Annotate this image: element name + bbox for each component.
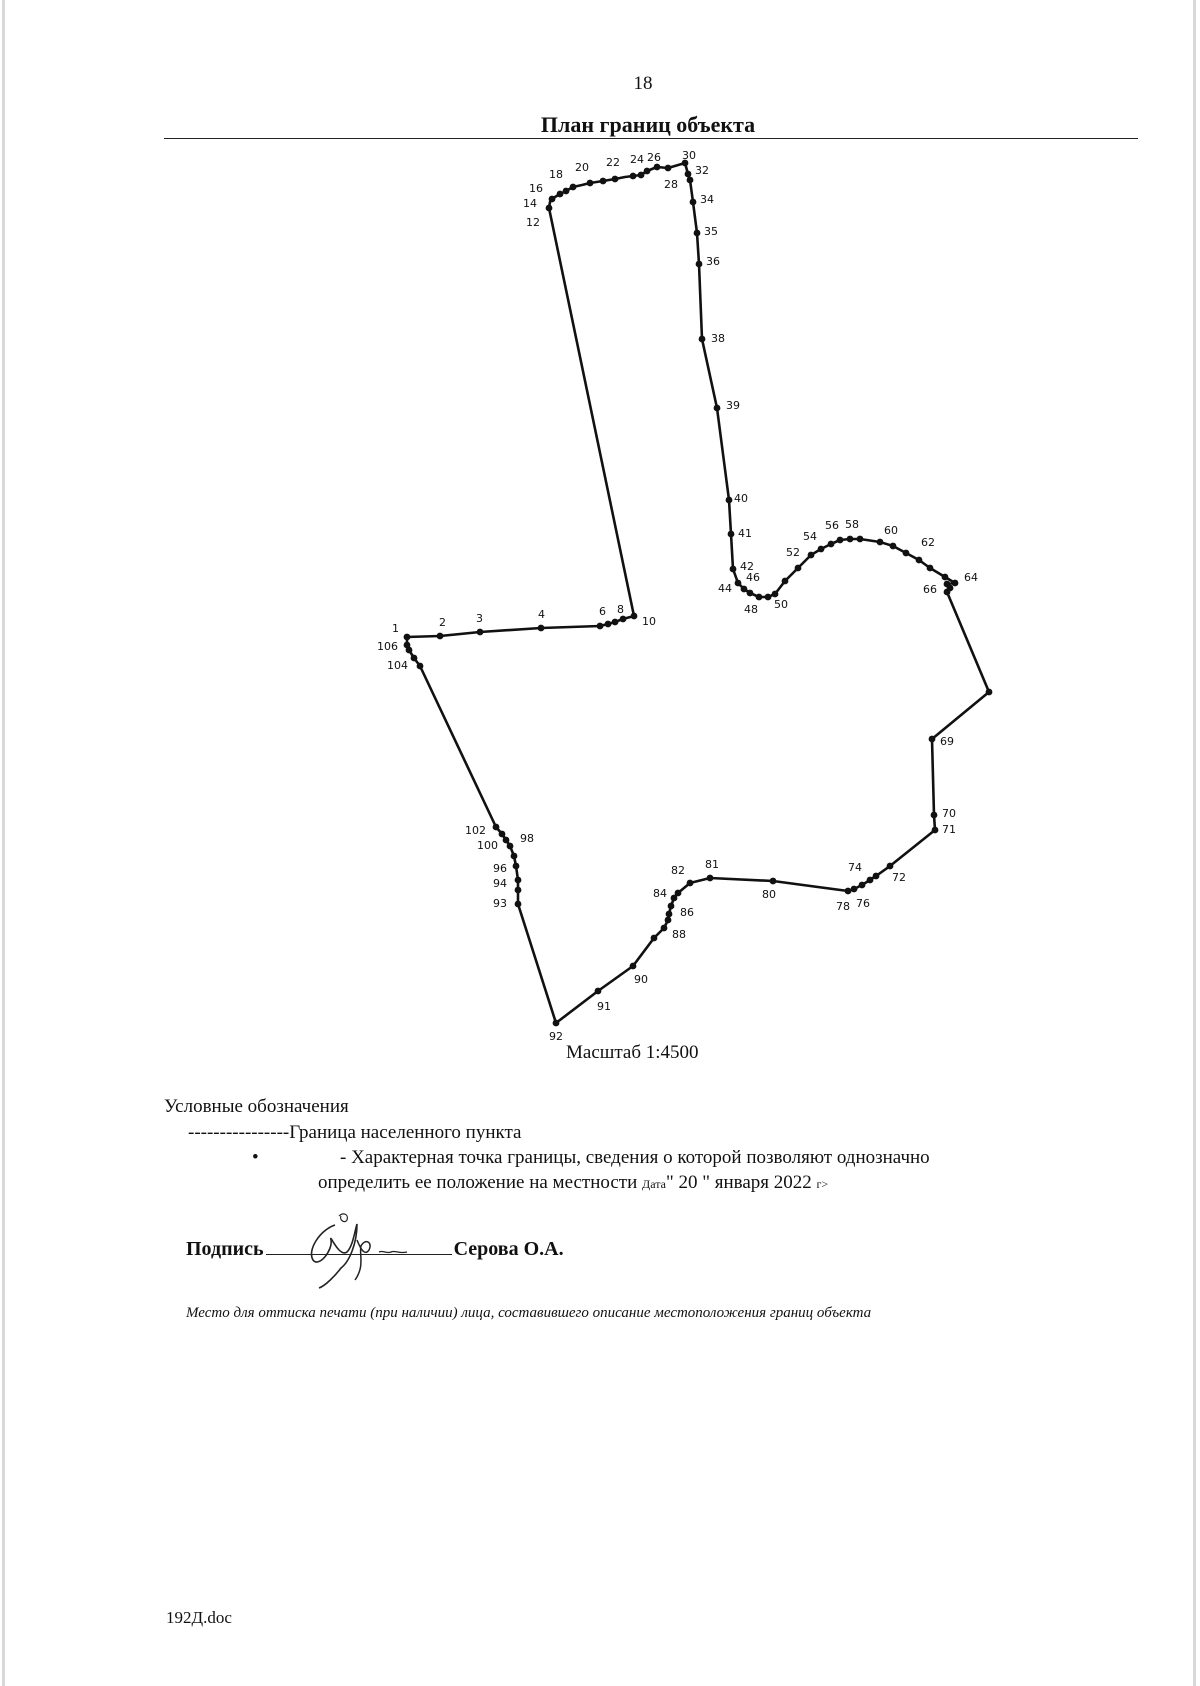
vertex-label: 30: [682, 149, 696, 162]
vertex-label: 46: [746, 571, 760, 584]
boundary-point: [644, 168, 651, 175]
boundary-point: [570, 184, 577, 191]
vertex-label: 28: [664, 178, 678, 191]
boundary-point: [685, 171, 692, 178]
boundary-point: [694, 230, 701, 237]
vertex-label: 100: [477, 839, 498, 852]
date-value: " 20 " января 2022: [665, 1172, 817, 1193]
boundary-point: [437, 633, 444, 640]
boundary-point: [417, 663, 424, 670]
vertex-label: 36: [706, 255, 720, 268]
vertex-label: 106: [377, 640, 398, 653]
vertex-label: 8: [617, 603, 624, 616]
boundary-point: [687, 177, 694, 184]
vertex-label: 74: [848, 861, 862, 874]
vertex-label: 90: [634, 973, 648, 986]
vertex-label: 82: [671, 864, 685, 877]
boundary-point: [696, 261, 703, 268]
boundary-point: [770, 878, 777, 885]
footer-filename: 192Д.doc: [166, 1608, 232, 1627]
boundary-point: [859, 882, 866, 889]
boundary-point: [538, 625, 545, 632]
page-number: 18: [633, 73, 653, 94]
legend-text-part: определить ее положение на местности: [318, 1172, 643, 1193]
boundary-point: [563, 188, 570, 195]
boundary-point: [597, 623, 604, 630]
vertex-label: 6: [599, 605, 606, 618]
boundary-point: [513, 863, 520, 870]
vertex-label: 2: [439, 616, 446, 629]
boundary-point: [735, 580, 742, 587]
vertex-label: 93: [493, 897, 507, 910]
signer-name: Серова О.А.: [453, 1238, 564, 1260]
vertex-label: 64: [964, 571, 978, 584]
boundary-point: [515, 877, 522, 884]
boundary-point: [808, 552, 815, 559]
boundary-point: [631, 613, 638, 620]
vertex-label: 34: [700, 193, 714, 206]
vertex-label: 66: [923, 583, 937, 596]
boundary-point: [714, 405, 721, 412]
boundary-point: [877, 539, 884, 546]
boundary-point: [932, 827, 939, 834]
vertex-label: 14: [523, 197, 537, 210]
boundary-point: [873, 873, 880, 880]
vertex-label: 18: [549, 168, 563, 181]
legend-point-text-continued: [318, 1172, 828, 1194]
vertex-label: 81: [705, 858, 719, 871]
boundary-point: [595, 988, 602, 995]
year-suffix: г>: [816, 1177, 829, 1191]
vertex-label: 62: [921, 536, 935, 549]
boundary-point: [507, 843, 514, 850]
handwritten-signature: [295, 1210, 425, 1290]
boundary-point: [795, 565, 802, 572]
boundary-point: [668, 903, 675, 910]
vertex-label: 56: [825, 519, 839, 532]
boundary-point: [986, 689, 993, 696]
boundary-point: [605, 621, 612, 628]
boundary-point: [707, 875, 714, 882]
legend-boundary-item: ----------------Граница населенного пункта: [188, 1122, 522, 1143]
boundary-point: [503, 837, 510, 844]
vertex-label: 1: [392, 622, 399, 635]
vertex-label: 60: [884, 524, 898, 537]
boundary-point: [665, 165, 672, 172]
vertex-label: 44: [718, 582, 732, 595]
vertex-label: 69: [940, 735, 954, 748]
boundary-point: [654, 164, 661, 171]
boundary-point: [690, 199, 697, 206]
boundary-point: [511, 853, 518, 860]
vertex-label: 78: [836, 900, 850, 913]
boundary-point: [942, 574, 949, 581]
boundary-point: [867, 877, 874, 884]
boundary-point: [493, 824, 500, 831]
boundary-point: [741, 586, 748, 593]
vertex-label: 48: [744, 603, 758, 616]
legend-point-bullet: •: [252, 1147, 259, 1168]
boundary-point: [666, 911, 673, 918]
vertex-label: 41: [738, 527, 752, 540]
vertex-label: 86: [680, 906, 694, 919]
boundary-point: [553, 1020, 560, 1027]
boundary-point: [638, 172, 645, 179]
boundary-point: [890, 543, 897, 550]
boundary-point: [600, 178, 607, 185]
vertex-label: 3: [476, 612, 483, 625]
signature-label: Подпись: [186, 1238, 264, 1260]
boundary-point: [661, 925, 668, 932]
boundary-point: [499, 831, 506, 838]
boundary-point: [857, 536, 864, 543]
boundary-point: [747, 590, 754, 597]
vertex-label: 92: [549, 1030, 563, 1043]
boundary-point: [515, 901, 522, 908]
vertex-label: 52: [786, 546, 800, 559]
boundary-point: [404, 634, 411, 641]
vertex-label: 76: [856, 897, 870, 910]
vertex-label: 38: [711, 332, 725, 345]
vertex-label: 102: [465, 824, 486, 837]
vertex-label: 12: [526, 216, 540, 229]
boundary-line: [407, 163, 989, 1023]
vertex-label: 32: [695, 164, 709, 177]
vertex-labels: [377, 149, 978, 1043]
vertex-label: 22: [606, 156, 620, 169]
vertex-label: 58: [845, 518, 859, 531]
boundary-point: [515, 887, 522, 894]
boundary-point: [549, 196, 556, 203]
boundary-point: [687, 880, 694, 887]
vertex-label: 54: [803, 530, 817, 543]
vertex-label: 35: [704, 225, 718, 238]
vertex-label: 104: [387, 659, 408, 672]
boundary-point: [404, 642, 411, 649]
boundary-point: [630, 173, 637, 180]
boundary-point: [929, 736, 936, 743]
boundary-point: [630, 963, 637, 970]
legend-point-text: - Характерная точка границы, сведения о которой позволяют однозначно: [340, 1147, 930, 1168]
vertex-label: 84: [653, 887, 667, 900]
stamp-note: Место для оттиска печати (при наличии) лица, составившего описание местоположения границ объекта: [186, 1305, 872, 1321]
vertex-label: 91: [597, 1000, 611, 1013]
boundary-point: [587, 180, 594, 187]
vertex-label: 24: [630, 153, 644, 166]
boundary-point: [651, 935, 658, 942]
boundary-point: [546, 205, 553, 212]
boundary-point: [845, 888, 852, 895]
boundary-point: [903, 550, 910, 557]
boundary-point: [927, 565, 934, 572]
boundary-point: [851, 886, 858, 893]
boundary-point: [944, 589, 951, 596]
vertex-label: 80: [762, 888, 776, 901]
boundary-point: [837, 537, 844, 544]
boundary-point: [699, 336, 706, 343]
boundary-point: [612, 176, 619, 183]
vertex-label: 94: [493, 877, 507, 890]
vertex-label: 72: [892, 871, 906, 884]
page-title: План границ объекта: [540, 112, 756, 137]
legend-title: Условные обозначения: [164, 1096, 349, 1117]
vertex-label: 71: [942, 823, 956, 836]
scale-label: Масштаб 1:4500: [566, 1042, 699, 1063]
vertex-label: 26: [647, 151, 661, 164]
boundary-point: [765, 594, 772, 601]
boundary-point: [671, 895, 678, 902]
vertex-label: 4: [538, 608, 545, 621]
boundary-point: [728, 531, 735, 538]
boundary-point: [847, 536, 854, 543]
boundary-point: [620, 616, 627, 623]
boundary-point: [828, 541, 835, 548]
boundary-point: [557, 191, 564, 198]
vertex-label: 98: [520, 832, 534, 845]
boundary-point: [477, 629, 484, 636]
date-caption: Дата: [642, 1177, 666, 1191]
vertex-label: 10: [642, 615, 656, 628]
boundary-point: [772, 591, 779, 598]
boundary-point: [818, 546, 825, 553]
boundary-point: [916, 557, 923, 564]
vertex-label: 39: [726, 399, 740, 412]
vertex-label: 96: [493, 862, 507, 875]
boundary-point: [730, 566, 737, 573]
boundary-point: [665, 917, 672, 924]
vertex-label: 50: [774, 598, 788, 611]
vertex-label: 16: [529, 182, 543, 195]
vertex-label: 20: [575, 161, 589, 174]
boundary-point: [952, 580, 959, 587]
vertex-label: 40: [734, 492, 748, 505]
boundary-point: [887, 863, 894, 870]
vertex-label: 42: [740, 560, 754, 573]
boundary-point: [612, 619, 619, 626]
boundary-point: [782, 578, 789, 585]
vertex-label: 88: [672, 928, 686, 941]
boundary-point: [411, 655, 418, 662]
boundary-point: [931, 812, 938, 819]
boundary-point: [756, 594, 763, 601]
boundary-point: [726, 497, 733, 504]
boundary-vertices: [404, 160, 993, 1027]
vertex-label: 70: [942, 807, 956, 820]
